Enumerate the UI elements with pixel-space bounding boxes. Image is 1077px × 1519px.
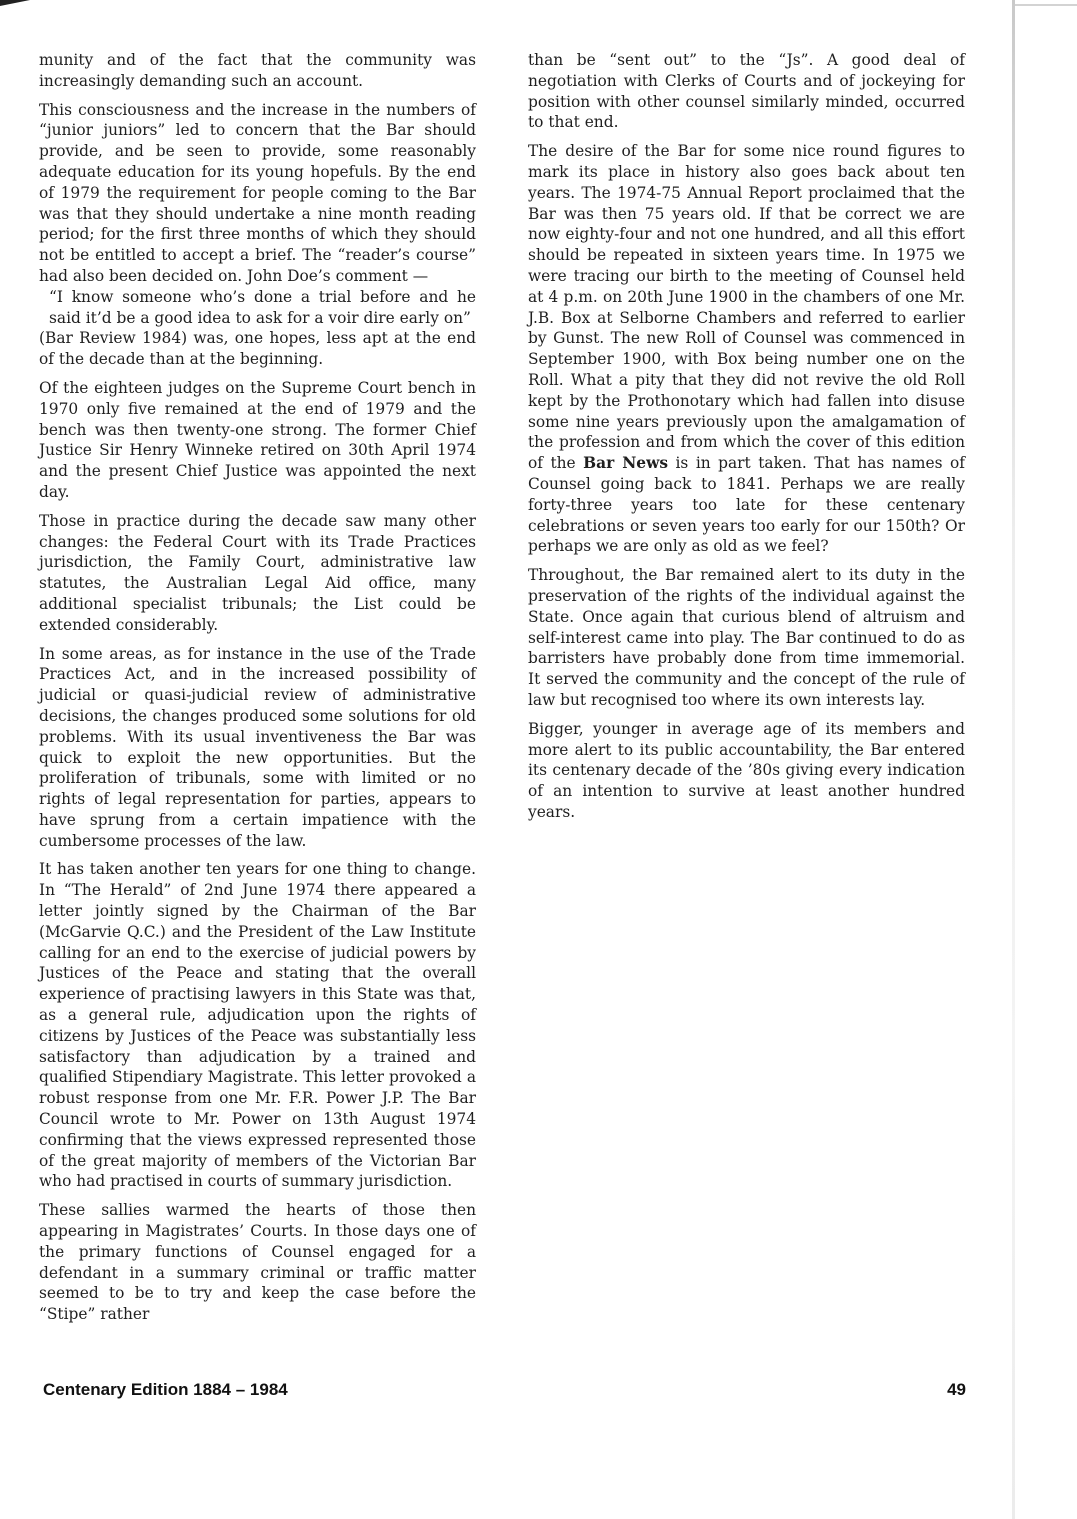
paragraph: These sallies warmed the hearts of those then appearing in Magistrates’ Courts. In those days one of the primary functions of Counsel engaged for a defendant in a summary criminal or traffic matter seemed to be to try and keep the case before the “Stipe” rather [39, 1201, 476, 1324]
scan-page-edge [1012, 0, 1015, 1519]
paragraph: than be “sent out” to the “Js”. A good deal of negotiation with Clerks of Courts and of jockeying for position with other counsel similarly minded, occurred to that end. [528, 51, 965, 132]
scan-page-edge-top [1012, 4, 1077, 6]
paragraph: Bigger, younger in average age of its members and more alert to its public accountability, the Bar entered its centenary decade of the ’80s giving every indication of an intention to survive at least another hundred years. [528, 719, 965, 821]
paragraph: It has taken another ten years for one thing to change. In “The Herald” of 2nd June 1974 there appeared a letter jointly signed by the Chairman of the Bar (McGarvie Q.C.) and the President of the Law Institute calling for an end to the exercise of judicial powers by Justices of the Peace and stating that the overall experience of practising lawyers in this State was that, as a general rule, adjudication upon the rights of citizens by Justices of the Peace was substantially less satisfactory than adjudication by a trained and qualified Stipendiary Magistrate. This letter provoked a robust response from one Mr. F.R. Power J.P. The Bar Council wrote to Mr. Power on 13th August 1974 confirming that the views expressed represented those of the great majority of members of the Victorian Bar who had practised in courts of summary jurisdiction. [39, 860, 476, 1191]
scan-corner-mark [0, 0, 30, 6]
right-column [528, 50, 965, 831]
publication-name: Bar News [583, 454, 668, 473]
paragraph: Those in practice during the decade saw many other changes: the Federal Court with its Trade Practices jurisdiction, the Family Court, administrative law statutes, the Australian Legal Aid office, many additional specialist tribunals; the List could be extended considerably. [39, 511, 476, 634]
paragraph: In some areas, as for instance in the use of the Trade Practices Act, and in the increased possibility of judicial or quasi-judicial review of administrative decisions, the changes produced some solutions for old problems. With its usual inventiveness the Bar was quick to exploit the new opportunities. But the proliferation of tribunals, some with limited or no rights of legal representation for parties, appears to have sprung from a certain impatience with the cumbersome processes of the law. [39, 644, 476, 850]
paragraph: Throughout, the Bar remained alert to its duty in the preservation of the rights of the individual against the State. Once again that curious blend of altruism and self-interest came into play. The Bar continued to do as barristers have probably done from time immemorial. It served the community and the concept of the rule of law but recognised too where its own interests lay. [528, 566, 965, 709]
paragraph-text: is in part taken. That has names of Counsel going back to 1841. Perhaps we are really forty-three years too late for these centenary celebrations or seven years too early for our 150th? Or perhaps we are only as old as we feel? [528, 454, 965, 556]
block-quote: “I know someone who’s done a trial before and he said it’d be a good idea to ask for a voir dire early on” [49, 287, 476, 327]
page-number: 49 [947, 1380, 966, 1399]
left-column [39, 50, 476, 1333]
paragraph: (Bar Review 1984) was, one hopes, less apt at the end of the decade than at the beginning. [39, 329, 476, 369]
footer-publication-title: Centenary Edition 1884 – 1984 [43, 1380, 288, 1399]
paragraph [528, 141, 965, 557]
paragraph: Of the eighteen judges on the Supreme Court bench in 1970 only five remained at the end of 1979 and the bench was then twenty-one strong. The former Chief Justice Sir Henry Winneke retired on 30th April 1974 and the present Chief Justice was appointed the next day. [39, 378, 476, 501]
paragraph: munity and of the fact that the community was increasingly demanding such an account. [39, 51, 476, 90]
paragraph-text: The desire of the Bar for some nice round figures to mark its place in history also goes back about ten years. The 1974-75 Annual Report proclaimed that the Bar was then 75 years old. If that be correct we are now eighty-four and not one hundred, and all this effort should be repeated in sixteen years time. In 1975 we were tracing our birth to the meeting of Counsel held at 4 p.m. on 20th June 1900 in the chambers of one Mr. J.B. Box at Selborne Chambers and referred to earlier by Gunst. The new Roll of Counsel was commenced in September 1900, with Box being number one on the Roll. What a pity that they did not revive the old Roll kept by the Prothonotary which had fallen into disuse some nine years previously upon the amalgamation of the profession and from which the cover of this edition of the [528, 142, 965, 473]
paragraph: This consciousness and the increase in the numbers of “junior juniors” led to concern that the Bar should provide, and be seen to provide, some reasonably adequate education for its young hopefuls. By the end of 1979 the requirement for people coming to the Bar was that they should undertake a nine month reading period; for the first three months of which they should not be entitled to accept a brief. The “reader’s course” had also been decided on. John Doe’s comment — [39, 100, 476, 285]
